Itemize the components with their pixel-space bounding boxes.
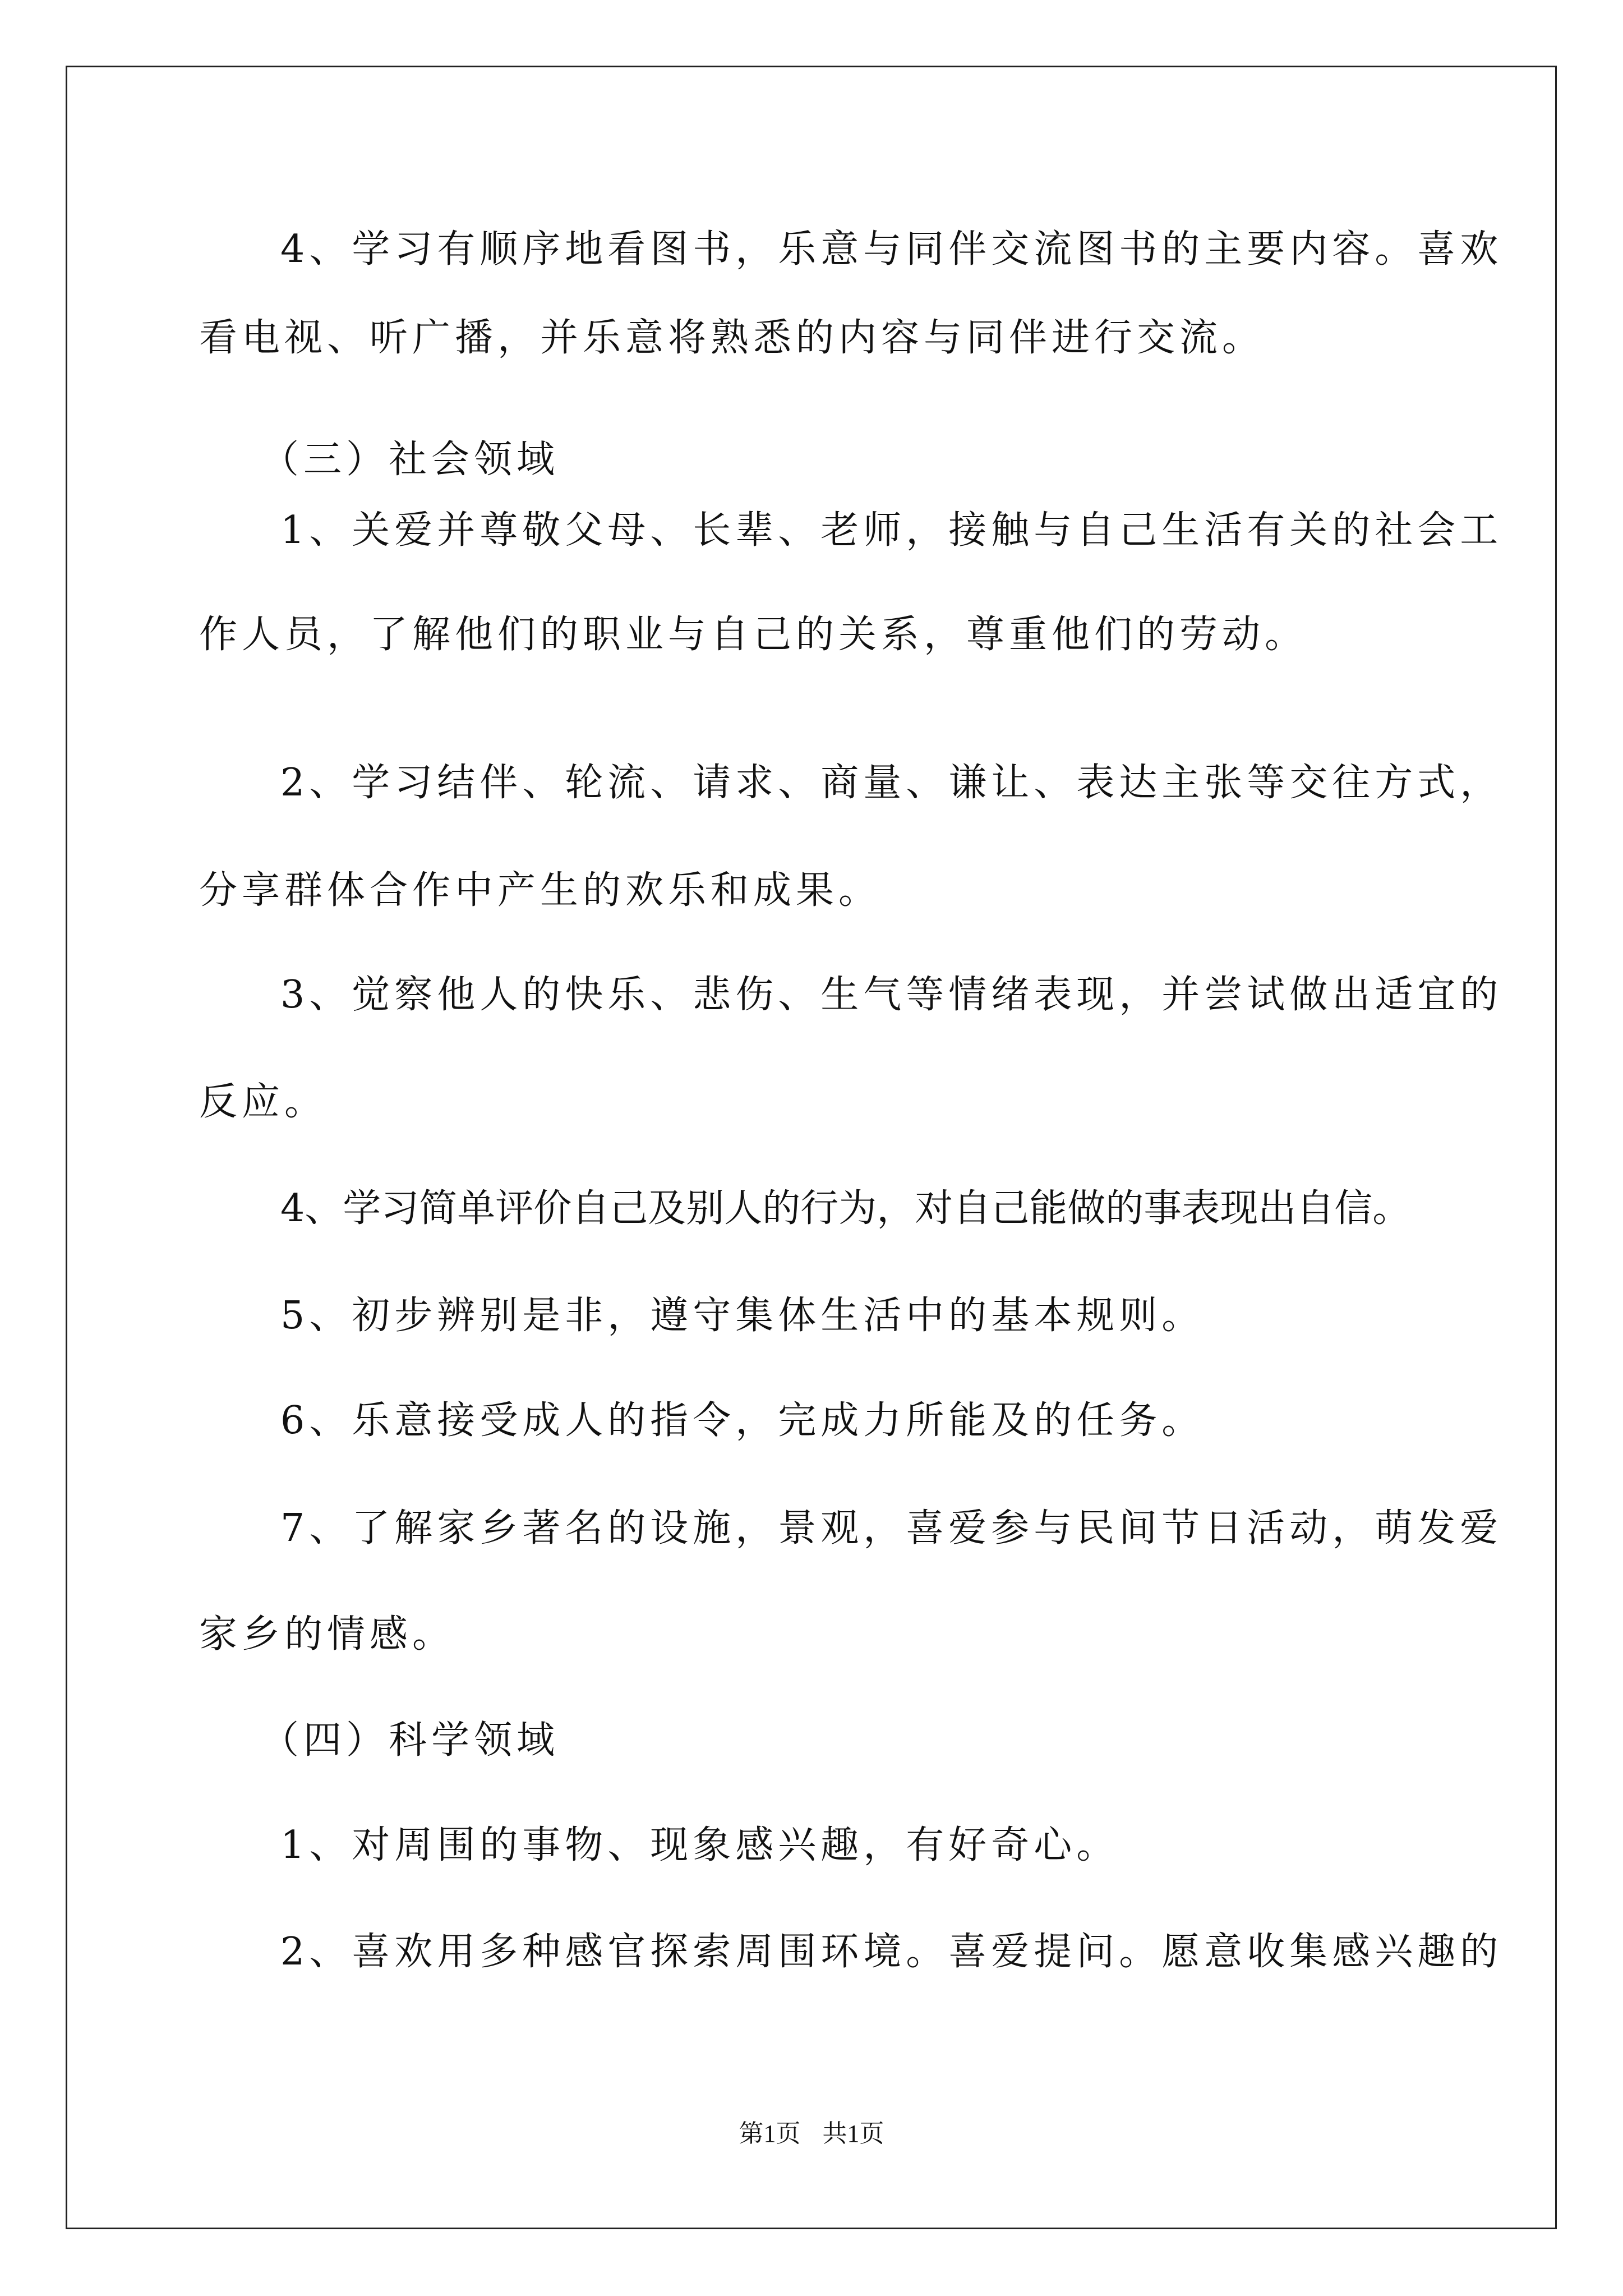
paragraph-line: 1、关爱并尊敬父母、长辈、老师，接触与自己生活有关的社会工 xyxy=(280,508,1503,553)
paragraph-line: 3、觉察他人的快乐、悲伤、生气等情绪表现，并尝试做出适宜的 xyxy=(280,973,1503,1017)
page-number: 第1页 xyxy=(739,2120,801,2147)
page-border xyxy=(66,66,1557,2229)
paragraph-line: 看电视、听广播，并乐意将熟悉的内容与同伴进行交流。 xyxy=(199,316,1265,360)
page-footer xyxy=(0,2120,1623,2148)
page-total: 共1页 xyxy=(822,2120,884,2147)
paragraph-line: 反应。 xyxy=(199,1080,328,1124)
paragraph-line: 5、初步辨别是非，遵守集体生活中的基本规则。 xyxy=(280,1294,1205,1338)
paragraph-line: 4、学习简单评价自己及别人的行为，对自己能做的事表现出自信。 xyxy=(280,1186,1411,1231)
section-heading: （三）社会领域 xyxy=(261,438,560,482)
paragraph-line: 1、对周围的事物、现象感兴趣，有好奇心。 xyxy=(280,1823,1119,1867)
paragraph-line: 4、学习有顺序地看图书，乐意与同伴交流图书的主要内容。喜欢 xyxy=(280,227,1503,272)
paragraph-line: 分享群体合作中产生的欢乐和成果。 xyxy=(199,868,882,913)
paragraph-line: 2、学习结伴、轮流、请求、商量、谦让、表达主张等交往方式， xyxy=(280,761,1503,805)
paragraph-line: 2、喜欢用多种感官探索周围环境。喜爱提问。愿意收集感兴趣的 xyxy=(280,1930,1503,1974)
paragraph-line: 7、了解家乡著名的设施，景观，喜爱参与民间节日活动，萌发爱 xyxy=(280,1506,1503,1550)
paragraph-line: 作人员，了解他们的职业与自己的关系，尊重他们的劳动。 xyxy=(199,613,1308,657)
paragraph-line: 6、乐意接受成人的指令，完成力所能及的任务。 xyxy=(280,1398,1205,1443)
paragraph-line: 家乡的情感。 xyxy=(199,1612,455,1657)
section-heading: （四）科学领域 xyxy=(261,1718,560,1763)
